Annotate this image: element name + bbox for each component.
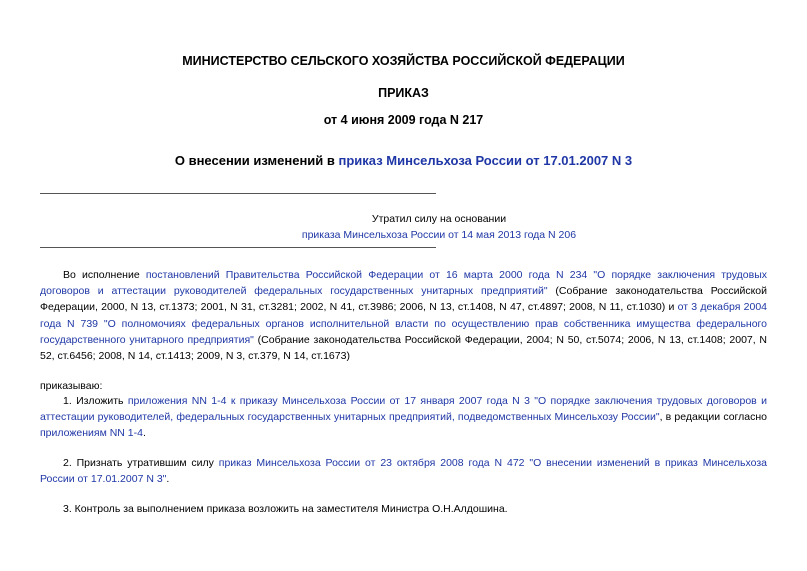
item2-text-2: . <box>166 473 170 486</box>
order-word: приказываю: <box>40 380 103 392</box>
item1-text-2: , в редакции согласно <box>659 411 767 424</box>
status-link[interactable]: приказа Минсельхоза России от 14 мая 2013 года N 206 <box>301 229 577 241</box>
doc-type-heading: ПРИКАЗ <box>378 86 429 100</box>
order-item-2 <box>40 455 767 487</box>
date-number-heading: от 4 июня 2009 года N 217 <box>323 113 484 127</box>
item1-link-1[interactable]: приложения NN 1-4 к приказу Минсельхоза России от 17 января 2007 года N 3 "О порядке заключения трудовых договоров и аттестации руководителей, федеральных государственных унитарных предприятий, подведомственных Минсельхозу России" <box>40 395 767 424</box>
item1-text-3: . <box>142 427 146 440</box>
title-link[interactable]: приказ Минсельхоза России от 17.01.2007 N 3 <box>338 153 633 168</box>
preamble-link-1[interactable]: постановлений Правительства Российской Федерации от 16 марта 2000 года N 234 "О порядке заключения трудовых договоров и аттестации руководителей федеральных государственных унитарных предприятий" <box>40 269 767 298</box>
item1-link-2[interactable]: приложениям NN 1-4 <box>40 427 143 440</box>
title-prefix: О внесении изменений в <box>174 153 339 168</box>
document-title <box>40 153 767 168</box>
order-item-1 <box>40 393 767 442</box>
preamble-text-2: (Собрание законодательства Российской Федерации, 2000, N 13, ст.1373; 2001, N 31, ст.3281; 2002, N 41, ст.3986; 2006, N 13, ст.1408, N 47, ст.4897; 2008, N 11, ст.1030) и <box>40 285 767 314</box>
status-line: Утратил силу на основании <box>371 213 507 225</box>
order-item-3: 3. Контроль за выполнением приказа возложить на заместителя Министра О.Н.Алдошина. <box>63 503 508 515</box>
preamble-text-1: Во исполнение <box>63 269 146 281</box>
item2-link-1[interactable]: приказ Минсельхоза России от 23 октября 2008 года N 472 "О внесении изменений в приказ Минсельхоза России от 17.01.2007 N 3" <box>40 457 767 486</box>
preamble-link-2[interactable]: от 3 декабря 2004 года N 739 "О полномочиях федеральных органов исполнительной власти по осуществлению прав собственника имущества федерального государственного унитарного предприятия" <box>40 301 768 346</box>
divider-top <box>40 193 436 194</box>
preamble-paragraph <box>40 267 767 364</box>
item2-text-1: 2. Признать утратившим силу <box>63 457 219 469</box>
item1-text-1: 1. Изложить <box>63 395 128 407</box>
divider-bottom <box>40 247 436 248</box>
ministry-heading: МИНИСТЕРСТВО СЕЛЬСКОГО ХОЗЯЙСТВА РОССИЙСКОЙ ФЕДЕРАЦИИ <box>182 54 625 68</box>
preamble-text-3: (Собрание законодательства Российской Федерации, 2004; N 50, ст.5074; 2006, N 13, ст.1408; 2007, N 52, ст.6456; 2008, N 14, ст.1413; 2009, N 3, ст.379, N 14, ст.1673) <box>40 333 767 363</box>
